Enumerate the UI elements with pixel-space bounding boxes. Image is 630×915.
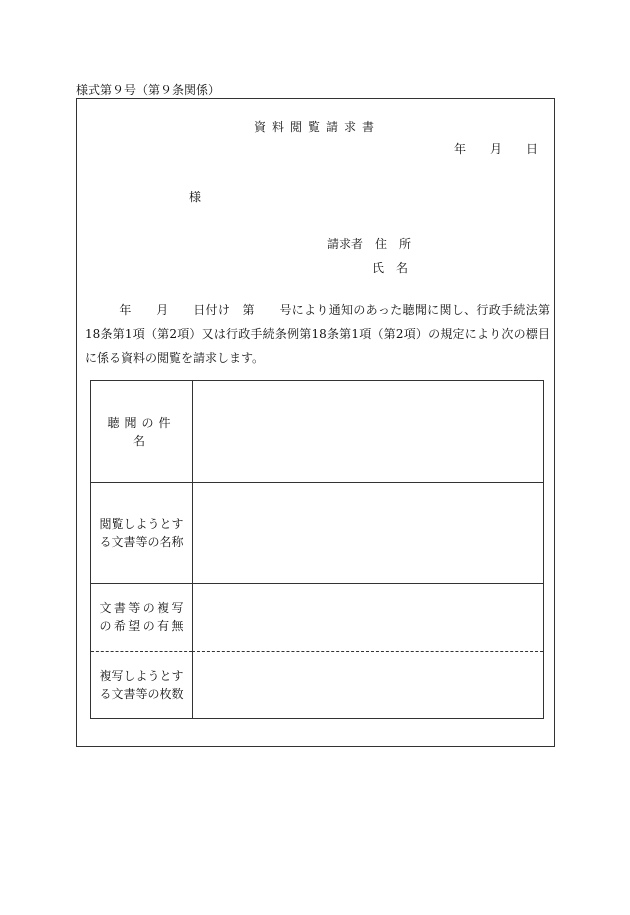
row-label-line: 聴聞の件名	[107, 415, 176, 448]
request-body-content: 年 月 日付け 第 号により通知のあった聴聞に関し、行政手続法第18条第1項（第2項）又は行政手続条例第18条第1項（第2項）の規定により次の標目に係る資料の閲覧を請求します。	[85, 303, 550, 365]
table-row-document-name-label	[91, 482, 192, 583]
request-body-text	[85, 298, 550, 370]
form-frame	[76, 98, 555, 747]
table-column-divider	[192, 381, 193, 718]
document-title: 資料閲覧請求書	[253, 120, 380, 134]
request-table	[90, 380, 544, 719]
table-row-divider-dashed	[192, 651, 543, 652]
row-label-line: 複写しようとす	[99, 669, 184, 683]
addressee-suffix: 様	[189, 190, 202, 204]
row-label-line: 文書等の複写	[99, 601, 184, 615]
requester-address-label: 請求者 住 所	[327, 237, 412, 251]
table-row-subject-label	[91, 381, 192, 482]
table-row-copy-count-label	[91, 651, 192, 719]
table-row-copy-wish-label	[91, 583, 192, 651]
row-label-line: 閲覧しようとす	[99, 516, 184, 531]
row-label-line: の希望の有無	[99, 619, 184, 633]
row-label-line: る文書等の枚数	[99, 687, 184, 701]
row-label-line: る文書等の名称	[99, 534, 184, 549]
form-number: 様式第９号（第９条関係）	[76, 83, 221, 97]
requester-name-label: 氏 名	[372, 261, 409, 275]
date-line: 年 月 日	[453, 142, 538, 156]
